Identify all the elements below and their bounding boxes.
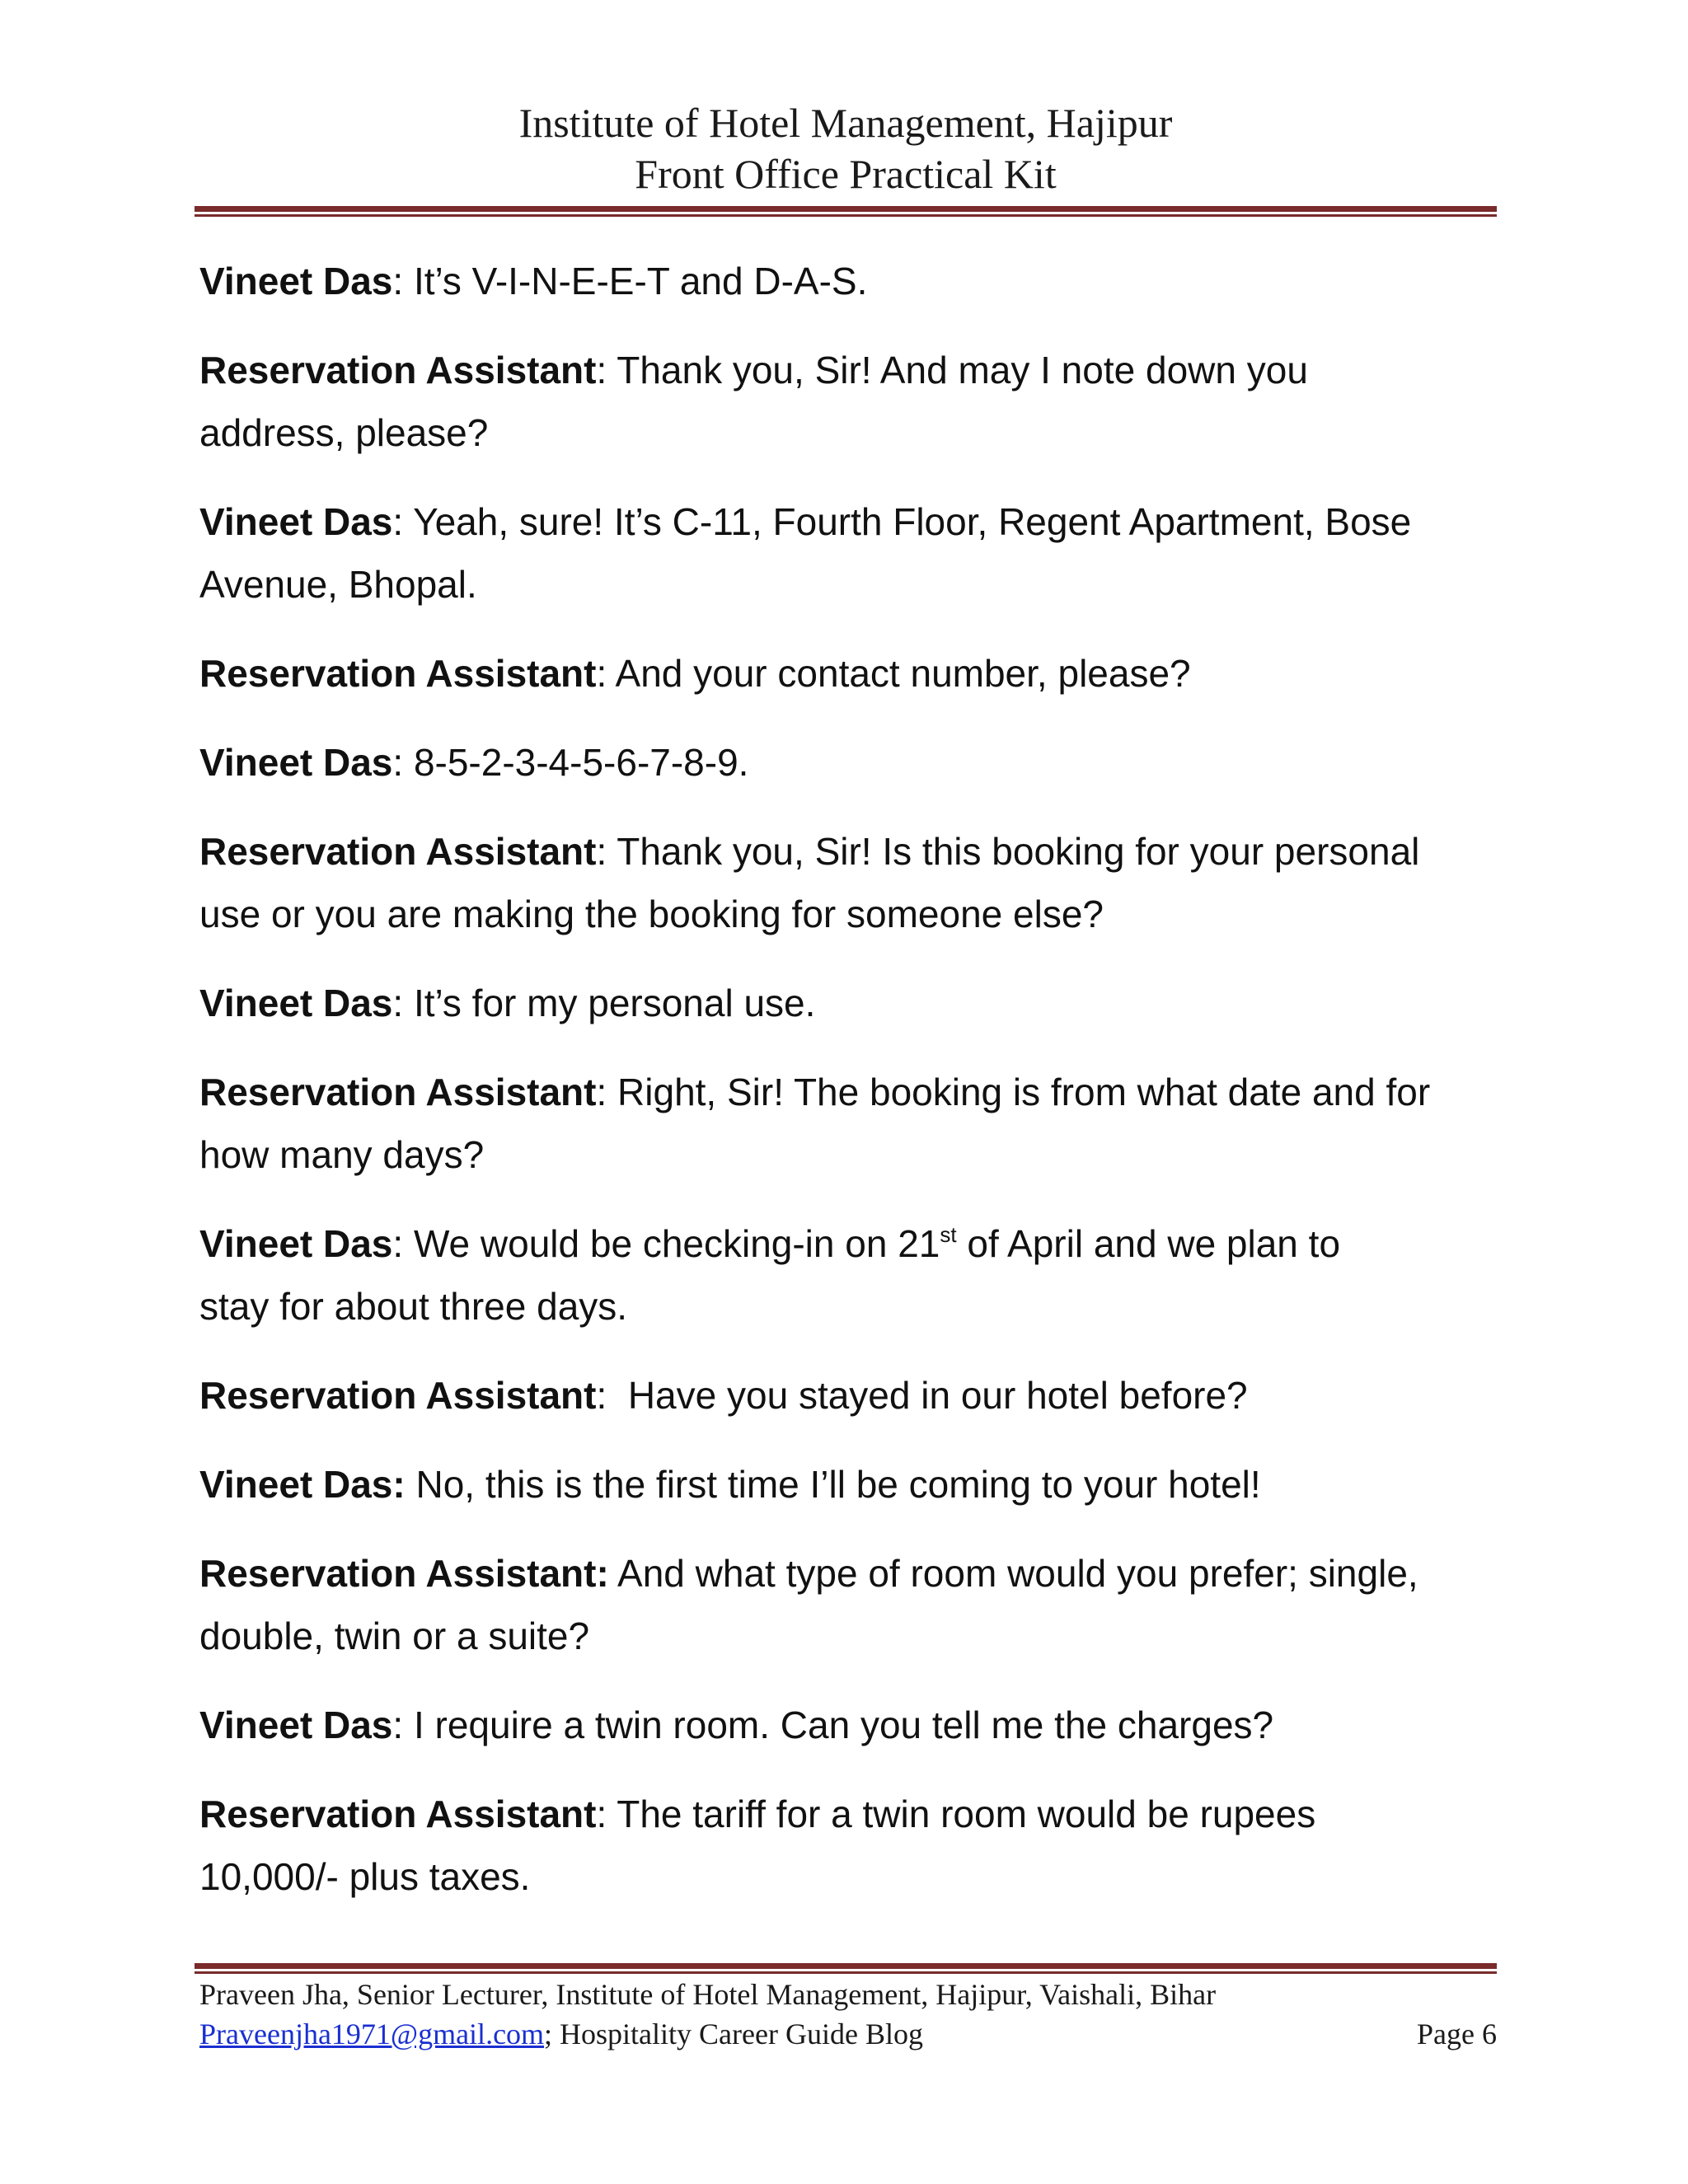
speaker-name: Reservation Assistant: <box>199 1552 609 1595</box>
speech-text: Have you stayed in our hotel before? <box>607 1374 1248 1417</box>
dialogue-line <box>199 1122 484 1187</box>
speech-text: Right, Sir! The booking is from what date and for <box>607 1071 1431 1113</box>
ordinal-suffix: st <box>940 1222 957 1247</box>
dialogue-line: Vineet Das: Yeah, sure! It’s C-11, Fourth Floor, Regent Apartment, Bose <box>199 500 1412 543</box>
header-divider <box>195 206 1497 217</box>
dialogue-line: Vineet Das: It’s for my personal use. <box>199 982 816 1024</box>
dialogue-line <box>199 882 1104 946</box>
speaker-name: Reservation Assistant <box>199 652 597 695</box>
speech-text: Avenue, Bhopal. <box>199 563 477 606</box>
dialogue-line <box>199 552 477 616</box>
author-email-link[interactable]: Praveenjha1971@gmail.com <box>199 2018 545 2050</box>
page-number: Page 6 <box>1417 2018 1497 2050</box>
footer-blog: ; Hospitality Career Guide Blog <box>544 2018 923 2050</box>
speech-text: The tariff for a twin room would be rupees <box>607 1793 1316 1835</box>
dialogue-line: Reservation Assistant: Thank you, Sir! Is this booking for your personal <box>199 830 1420 873</box>
footer-divider <box>195 1963 1497 1974</box>
speaker-name: Vineet Das <box>199 982 393 1024</box>
speech-text: double, twin or a suite? <box>199 1615 590 1657</box>
speech-text: Yeah, sure! It’s C-11, Fourth Floor, Regent Apartment, Bose <box>403 500 1412 543</box>
speech-text: of April and we plan to <box>956 1222 1341 1265</box>
speech-text: Thank you, Sir! And may I note down you <box>607 349 1308 391</box>
speaker-name: Reservation Assistant <box>199 1374 597 1417</box>
speech-text: stay for about three days. <box>199 1285 628 1328</box>
dialogue-line: Reservation Assistant: Have you stayed in our hotel before? <box>199 1374 1248 1417</box>
speaker-name: Vineet Das <box>199 1222 393 1265</box>
dialogue-line <box>199 1452 1261 1516</box>
dialogue-line: Vineet Das: I require a twin room. Can you tell me the charges? <box>199 1704 1274 1746</box>
footer-author: Praveen Jha, Senior Lecturer, Institute of Hotel Management, Hajipur, Vaishali, Bihar <box>199 1978 1217 2011</box>
speaker-name: Reservation Assistant <box>199 349 597 391</box>
dialogue-line <box>199 1604 589 1668</box>
speech-text: Thank you, Sir! Is this booking for your personal <box>607 830 1420 873</box>
dialogue-line: Reservation Assistant: Thank you, Sir! And may I note down you <box>199 349 1308 391</box>
speech-text: We would be checking-in on 21 <box>403 1222 940 1265</box>
speech-text: No, this is the first time I’ll be coming to your hotel! <box>405 1463 1261 1506</box>
speaker-name: Reservation Assistant <box>199 1071 597 1113</box>
speaker-name: Vineet Das <box>199 741 393 784</box>
dialogue-line: Vineet Das: It’s V-I-N-E-E-T and D-A-S. <box>199 260 868 302</box>
dialogue-line <box>199 1274 627 1338</box>
dialogue-line: Vineet Das: 8-5-2-3-4-5-6-7-8-9. <box>199 741 749 784</box>
speech-text: use or you are making the booking for someone else? <box>199 893 1104 935</box>
speech-text: address, please? <box>199 411 489 454</box>
speech-text: And what type of room would you prefer; single, <box>608 1552 1418 1595</box>
dialogue-line <box>199 1844 530 1909</box>
page-header <box>195 97 1497 199</box>
dialogue-line: Reservation Assistant: Right, Sir! The booking is from what date and for <box>199 1071 1431 1113</box>
header-kit-title: Front Office Practical Kit <box>635 151 1057 197</box>
speaker-name: Vineet Das <box>199 1704 393 1746</box>
header-institute: Institute of Hotel Management, Hajipur <box>518 100 1173 146</box>
speech-text: It’s V-I-N-E-E-T and D-A-S. <box>403 260 868 302</box>
dialogue-line: Reservation Assistant: The tariff for a twin room would be rupees <box>199 1793 1316 1835</box>
dialogue-line: Reservation Assistant: And your contact number, please? <box>199 652 1191 695</box>
speaker-name: Vineet Das: <box>199 1463 406 1506</box>
speaker-name: Vineet Das <box>199 500 393 543</box>
speech-text: I require a twin room. Can you tell me the charges? <box>403 1704 1274 1746</box>
speaker-name: Vineet Das <box>199 260 393 302</box>
dialogue-line <box>199 1541 1418 1605</box>
speaker-name: Reservation Assistant <box>199 830 597 873</box>
speech-text: how many days? <box>199 1133 485 1176</box>
speech-text: It’s for my personal use. <box>403 982 816 1024</box>
speech-text: 8-5-2-3-4-5-6-7-8-9. <box>403 741 749 784</box>
speech-text: 10,000/- plus taxes. <box>199 1855 531 1898</box>
page-footer <box>199 1975 1497 2054</box>
dialogue-line: Vineet Das: We would be checking-in on 21st of April and we plan to <box>199 1222 1341 1265</box>
speaker-name: Reservation Assistant <box>199 1793 597 1835</box>
speech-text: And your contact number, please? <box>607 652 1191 695</box>
dialogue-line <box>199 401 488 465</box>
